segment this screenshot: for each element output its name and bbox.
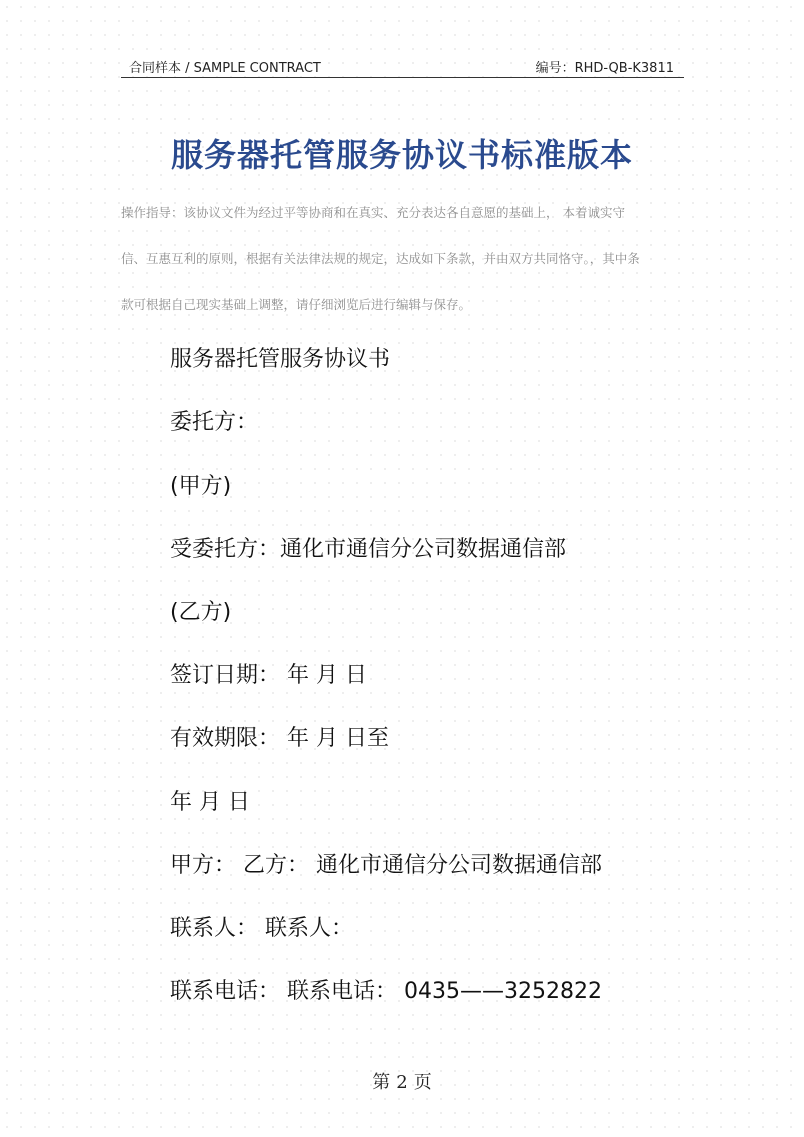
phones-field: 联系电话： 联系电话： 0435——3252822 [170,979,602,1004]
footer-prefix: 第 [372,1072,391,1093]
sign-date-field: 签订日期： 年 月 日 [170,663,367,688]
instructions-line: 信、互惠互利的原则，根据有关法律法规的规定，达成如下条款，并由双方共同恪守。，其中条 [121,251,640,266]
page-number: 2 [396,1072,408,1093]
validity-period-field: 有效期限： 年 月 日至 [170,726,389,751]
parties-field: 甲方： 乙方： 通化市通信分公司数据通信部 [170,853,602,878]
agreement-title: 服务器托管服务协议书 [170,347,391,372]
header-contract-label: 合同样本 / SAMPLE CONTRACT [129,61,321,76]
footer-suffix: 页 [413,1072,432,1093]
entrusted-party-field: 受委托方：通化市通信分公司数据通信部 [170,537,567,562]
instructions-block [121,190,686,328]
contacts-field: 联系人： 联系人： [170,916,353,941]
document-title: 服务器托管服务协议书标准版本 [170,136,633,174]
instructions-line: 款可根据自己现实基础上调整，请仔细浏览后进行编辑与保存。 [121,297,472,312]
instructions-line: 操作指导：该协议文件为经过平等协商和在真实、充分表达各自意愿的基础上， 本着诚实守 [121,205,625,220]
party-b-label: (乙方) [170,600,232,625]
page-header [121,55,684,78]
party-a-label: (甲方) [170,474,232,499]
header-contract-number: 编号：RHD-QB-K3811 [535,61,674,76]
page-footer [0,1068,804,1094]
validity-end-field: 年 月 日 [170,790,250,815]
entrusting-party-field: 委托方： [170,410,259,435]
